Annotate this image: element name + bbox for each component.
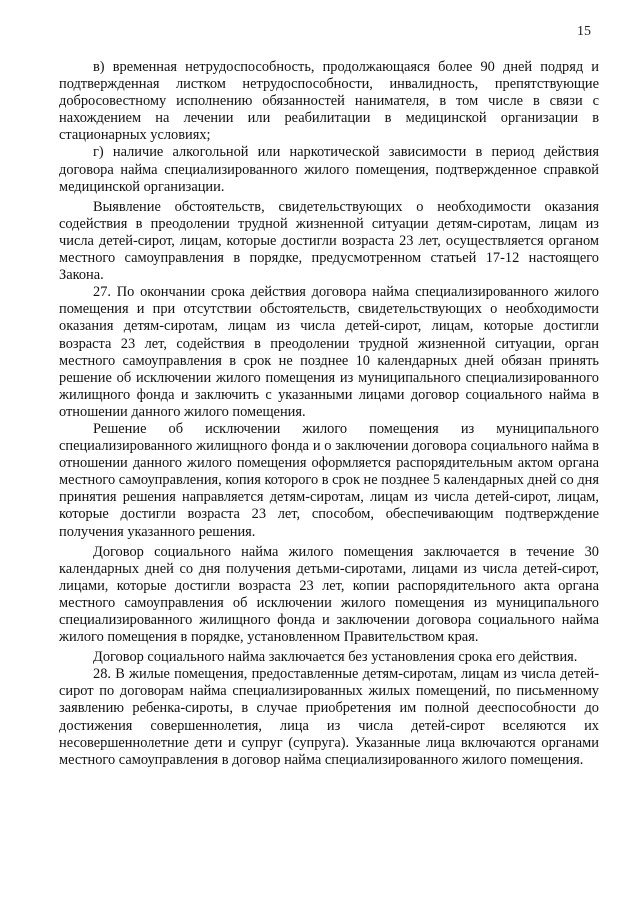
paragraph-27: 27. По окончании срока действия договора найма специализированного жилого помещения и при отсутствии обстоятельств, свидетельствующих о необходимости оказания детям-сиротам, лицам из числа детей-сирот, лицам, которые достигли возраста 23 лет, содействия в преодолении трудной жизненной ситуации, орган местного самоуправления в срок не позднее 10 календарных дней обязан принять решение об исключении жилого помещения из муниципального специализированного жилищного фонда и заключить с указанными лицами договор социального найма в отношении данного жилого помещения. xyxy=(59,284,599,420)
paragraph-identification: Выявление обстоятельств, свидетельствующих о необходимости оказания содействия в преодолении трудной жизненной ситуации детям-сиротам, лицам из числа детей-сирот, лицам, которые достигли возраста 23 лет, осуществляется органом местного самоуправления в порядке, предусмотренном статьей 17-12 настоящего Закона. xyxy=(59,198,599,284)
paragraph-item-v: в) временная нетрудоспособность, продолжающаяся более 90 дней подряд и подтвержденная листком нетрудоспособности, инвалидность, препятствующие добросовестному исполнению обязанностей нанимателя, в том числе в связи с нахождением на лечении или реабилитации в медицинской организации в стационарных условиях; xyxy=(59,59,599,144)
page-number: 15 xyxy=(577,24,591,39)
paragraph-decision: Решение об исключении жилого помещения из муниципального специализированного жилищного фонда и о заключении договора социального найма в отношении данного жилого помещения оформляется распорядительным актом органа местного самоуправления, копия которого в срок не позднее 5 календарных дней со дня принятия решения направляется детям-сиротам, лицам из числа детей-сирот, лицам, которые достигли возраста 23 лет, способом, обеспечивающим подтверждение получения указанного решения. xyxy=(59,420,599,540)
paragraph-contract-duration: Договор социального найма заключается без установления срока его действия. xyxy=(93,649,578,666)
paragraph-item-g: г) наличие алкогольной или наркотической зависимости в период действия договора найма специализированного жилого помещения, подтвержденное справкой медицинской организации. xyxy=(59,144,599,195)
paragraph-contract-term: Договор социального найма жилого помещения заключается в течение 30 календарных дней со дня получения детьми-сиротами, лицами из числа детей-сирот, лицами, которые достигли возраста 23 лет, копии распорядительного акта органа местного самоуправления об исключении жилого помещения из муниципального специализированного жилищного фонда и заключении договора социального найма жилого помещения в порядке, установленном Правительством края. xyxy=(59,543,599,646)
document-body xyxy=(59,59,599,769)
paragraph-28: 28. В жилые помещения, предоставленные детям-сиротам, лицам из числа детей-сирот по договорам найма специализированных жилых помещений, по письменному заявлению ребенка-сироты, в случае приобретения им полной дееспособности до достижения совершеннолетия, лица из числа детей-сирот вселяются их несовершеннолетние дети и супруг (супруга). Указанные лица включаются органами местного самоуправления в договор найма специализированного жилого помещения. xyxy=(59,666,599,768)
